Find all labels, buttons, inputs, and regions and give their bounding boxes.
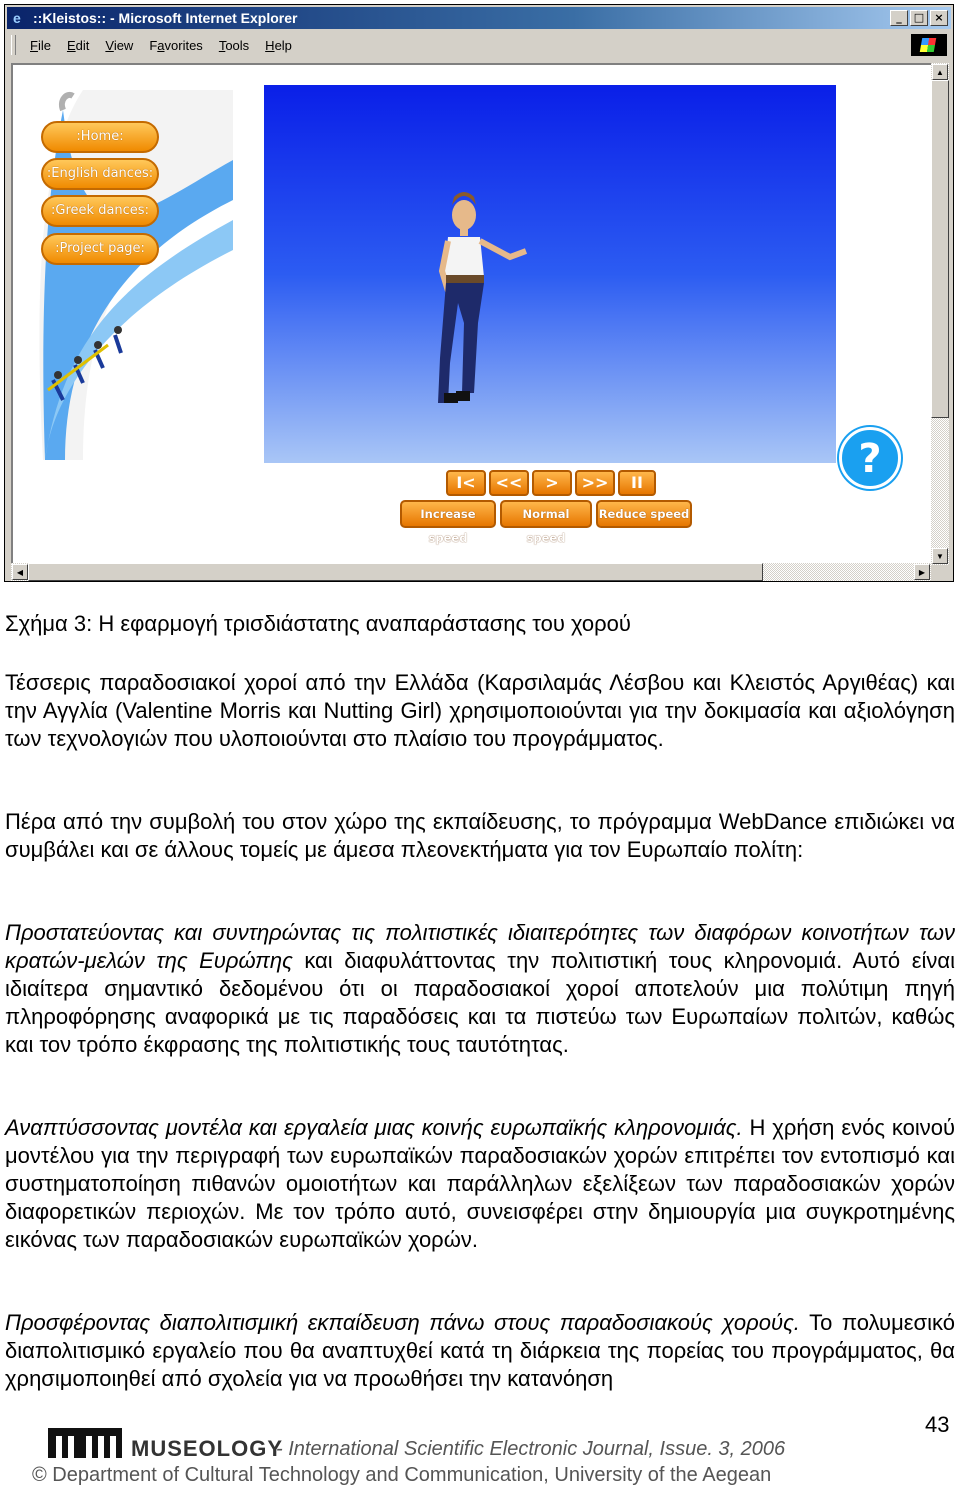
dance-3d-stage[interactable] (264, 85, 836, 463)
menu-file[interactable]: File (30, 37, 51, 53)
nav-home-button[interactable]: :Home: (41, 121, 159, 153)
paragraph-3-emphasis: Προστατεύοντας και συντηρώντας τις πολιτιστικές ιδιαιτερότητες των διαφόρων κοινοτήτων των κρατών-μελών της Ευρώπης (5, 920, 955, 973)
scroll-left-icon[interactable]: ◀ (12, 564, 28, 580)
windows-logo-icon (911, 34, 947, 56)
menu-tools[interactable]: Tools (218, 37, 250, 53)
fast-forward-button[interactable]: >> (575, 470, 615, 496)
paragraph-4 (5, 1114, 955, 1254)
page-viewport (11, 63, 933, 565)
paragraph-4-text: Η χρήση ενός κοινού μοντέλου για την περιγραφή των ευρωπαϊκών παραδοσιακών χορών επιτρέπει τον εντοπισμό και συστηματοποίηση πιθανών ομοιοτήτων και παράλληλων εξελίξεων των παραδοσιακών χορών διαφορετικών περιοχών. Με τον τρόπο αυτό, συνεισφέρει στην δημιουργία μια συγκροτημένης εικόνας των παραδοσιακών ευρωπαϊκών χορών. (5, 1115, 955, 1252)
maximize-button[interactable]: □ (910, 10, 928, 26)
footer-journal: - International Scientific Electronic Journal, Issue. 3, 2006 (276, 1438, 786, 1460)
vertical-scroll-thumb[interactable] (931, 80, 949, 418)
footer-brand: MUSEOLOGY (131, 1436, 284, 1461)
paragraph-5-text: Το πολυμεσικό διαπολιτισμικό εργαλείο που θα αναπτυχθεί κατά τη διάρκεια της πορείας του προγράμματος, θα χρησιμοποιηθεί από σχολεία για να προωθήσει την κατανόηση (5, 1310, 955, 1391)
help-button[interactable]: ? (839, 427, 901, 489)
title-bar (7, 7, 951, 29)
browser-window (4, 4, 954, 582)
dancer-avatar (264, 85, 836, 463)
nav-english-dances-button[interactable]: :English dances: (41, 158, 159, 190)
close-button[interactable]: × (930, 10, 948, 26)
reduce-speed-button[interactable]: Reduce speed (596, 500, 692, 528)
scroll-right-icon[interactable]: ▶ (914, 564, 930, 580)
scroll-up-icon[interactable]: ▲ (932, 64, 948, 80)
play-button[interactable]: > (532, 470, 572, 496)
paragraph-1: Τέσσερις παραδοσιακοί χοροί από την Ελλάδα (Καρσιλαμάς Λέσβου και Κλειστός Αργιθέας) και την Αγγλία (Valentine Morris και Nutting Girl) χρησιμοποιούνται για την δοκιμασία και αξιολόγηση των τεχνολογιών που υλοποιούνται στο πλαίσιο του προγράμματος. (5, 670, 955, 751)
paragraph-4-emphasis: Αναπτύσσοντας μοντέλα και εργαλεία μιας κοινής ευρωπαϊκής κληρονομιάς. (5, 1115, 743, 1140)
toolbar-grip[interactable] (11, 35, 16, 55)
museology-logo-icon (48, 1424, 122, 1458)
paragraph-5 (5, 1309, 955, 1393)
paragraph-3 (5, 919, 955, 1059)
first-frame-button[interactable]: I< (446, 470, 486, 496)
footer-copyright: © Department of Cultural Technology and Communication, University of the Aegean (32, 1464, 772, 1486)
increase-speed-button[interactable]: Increase speed (400, 500, 496, 528)
menu-bar (7, 32, 951, 58)
pause-button[interactable]: II (618, 470, 656, 496)
horizontal-scroll-thumb[interactable] (28, 563, 763, 581)
vertical-scrollbar[interactable] (931, 63, 949, 565)
paragraph-2: Πέρα από την συμβολή του στον χώρο της εκπαίδευσης, το πρόγραμμα WebDance επιδιώκει να συμβάλει και σε άλλους τομείς με άμεσα πλεονεκτήματα για τον Ευρωπαίο πολίτη: (5, 809, 955, 862)
nav-project-page-button[interactable]: :Project page: (41, 233, 159, 265)
nav-greek-dances-button[interactable]: :Greek dances: (41, 195, 159, 227)
paragraph-5-emphasis: Προσφέροντας διαπολιτισμική εκπαίδευση πάνω στους παραδοσιακούς χορούς. (5, 1310, 800, 1335)
window-title: ::Kleistos:: - Microsoft Internet Explorer (33, 10, 298, 26)
menu-view[interactable]: View (105, 37, 134, 53)
minimize-button[interactable]: _ (890, 10, 908, 26)
normal-speed-button[interactable]: Normal speed (500, 500, 592, 528)
menu-favorites[interactable]: Favorites (149, 37, 203, 53)
paragraph-3-text: και διαφυλάττοντας την πολιτιστική τους κληρονομιά. Αυτό είναι ιδιαίτερα σημαντικό δεδομένου ότι οι παραδοσιακοί χοροί αποτελούν μια πολύτιμη πηγή πληροφόρησης αναφορικά με τις παραδόσεις και τα πιστεύω των Ευρωπαίων πολιτών, καθώς και τον τρόπο έκφρασης της πολιτιστικής τους ταυτότητας. (5, 948, 955, 1057)
menu-help[interactable]: Help (265, 37, 292, 53)
page-number: 43 (925, 1412, 950, 1437)
rewind-button[interactable]: << (489, 470, 529, 496)
horizontal-scrollbar[interactable] (11, 563, 931, 581)
ie-icon: e (13, 10, 21, 26)
scroll-down-icon[interactable]: ▼ (932, 548, 948, 564)
figure-caption: Σχήμα 3: Η εφαρμογή τρισδιάστατης αναπαράστασης του χορού (5, 611, 631, 636)
menu-edit[interactable]: Edit (66, 37, 90, 53)
